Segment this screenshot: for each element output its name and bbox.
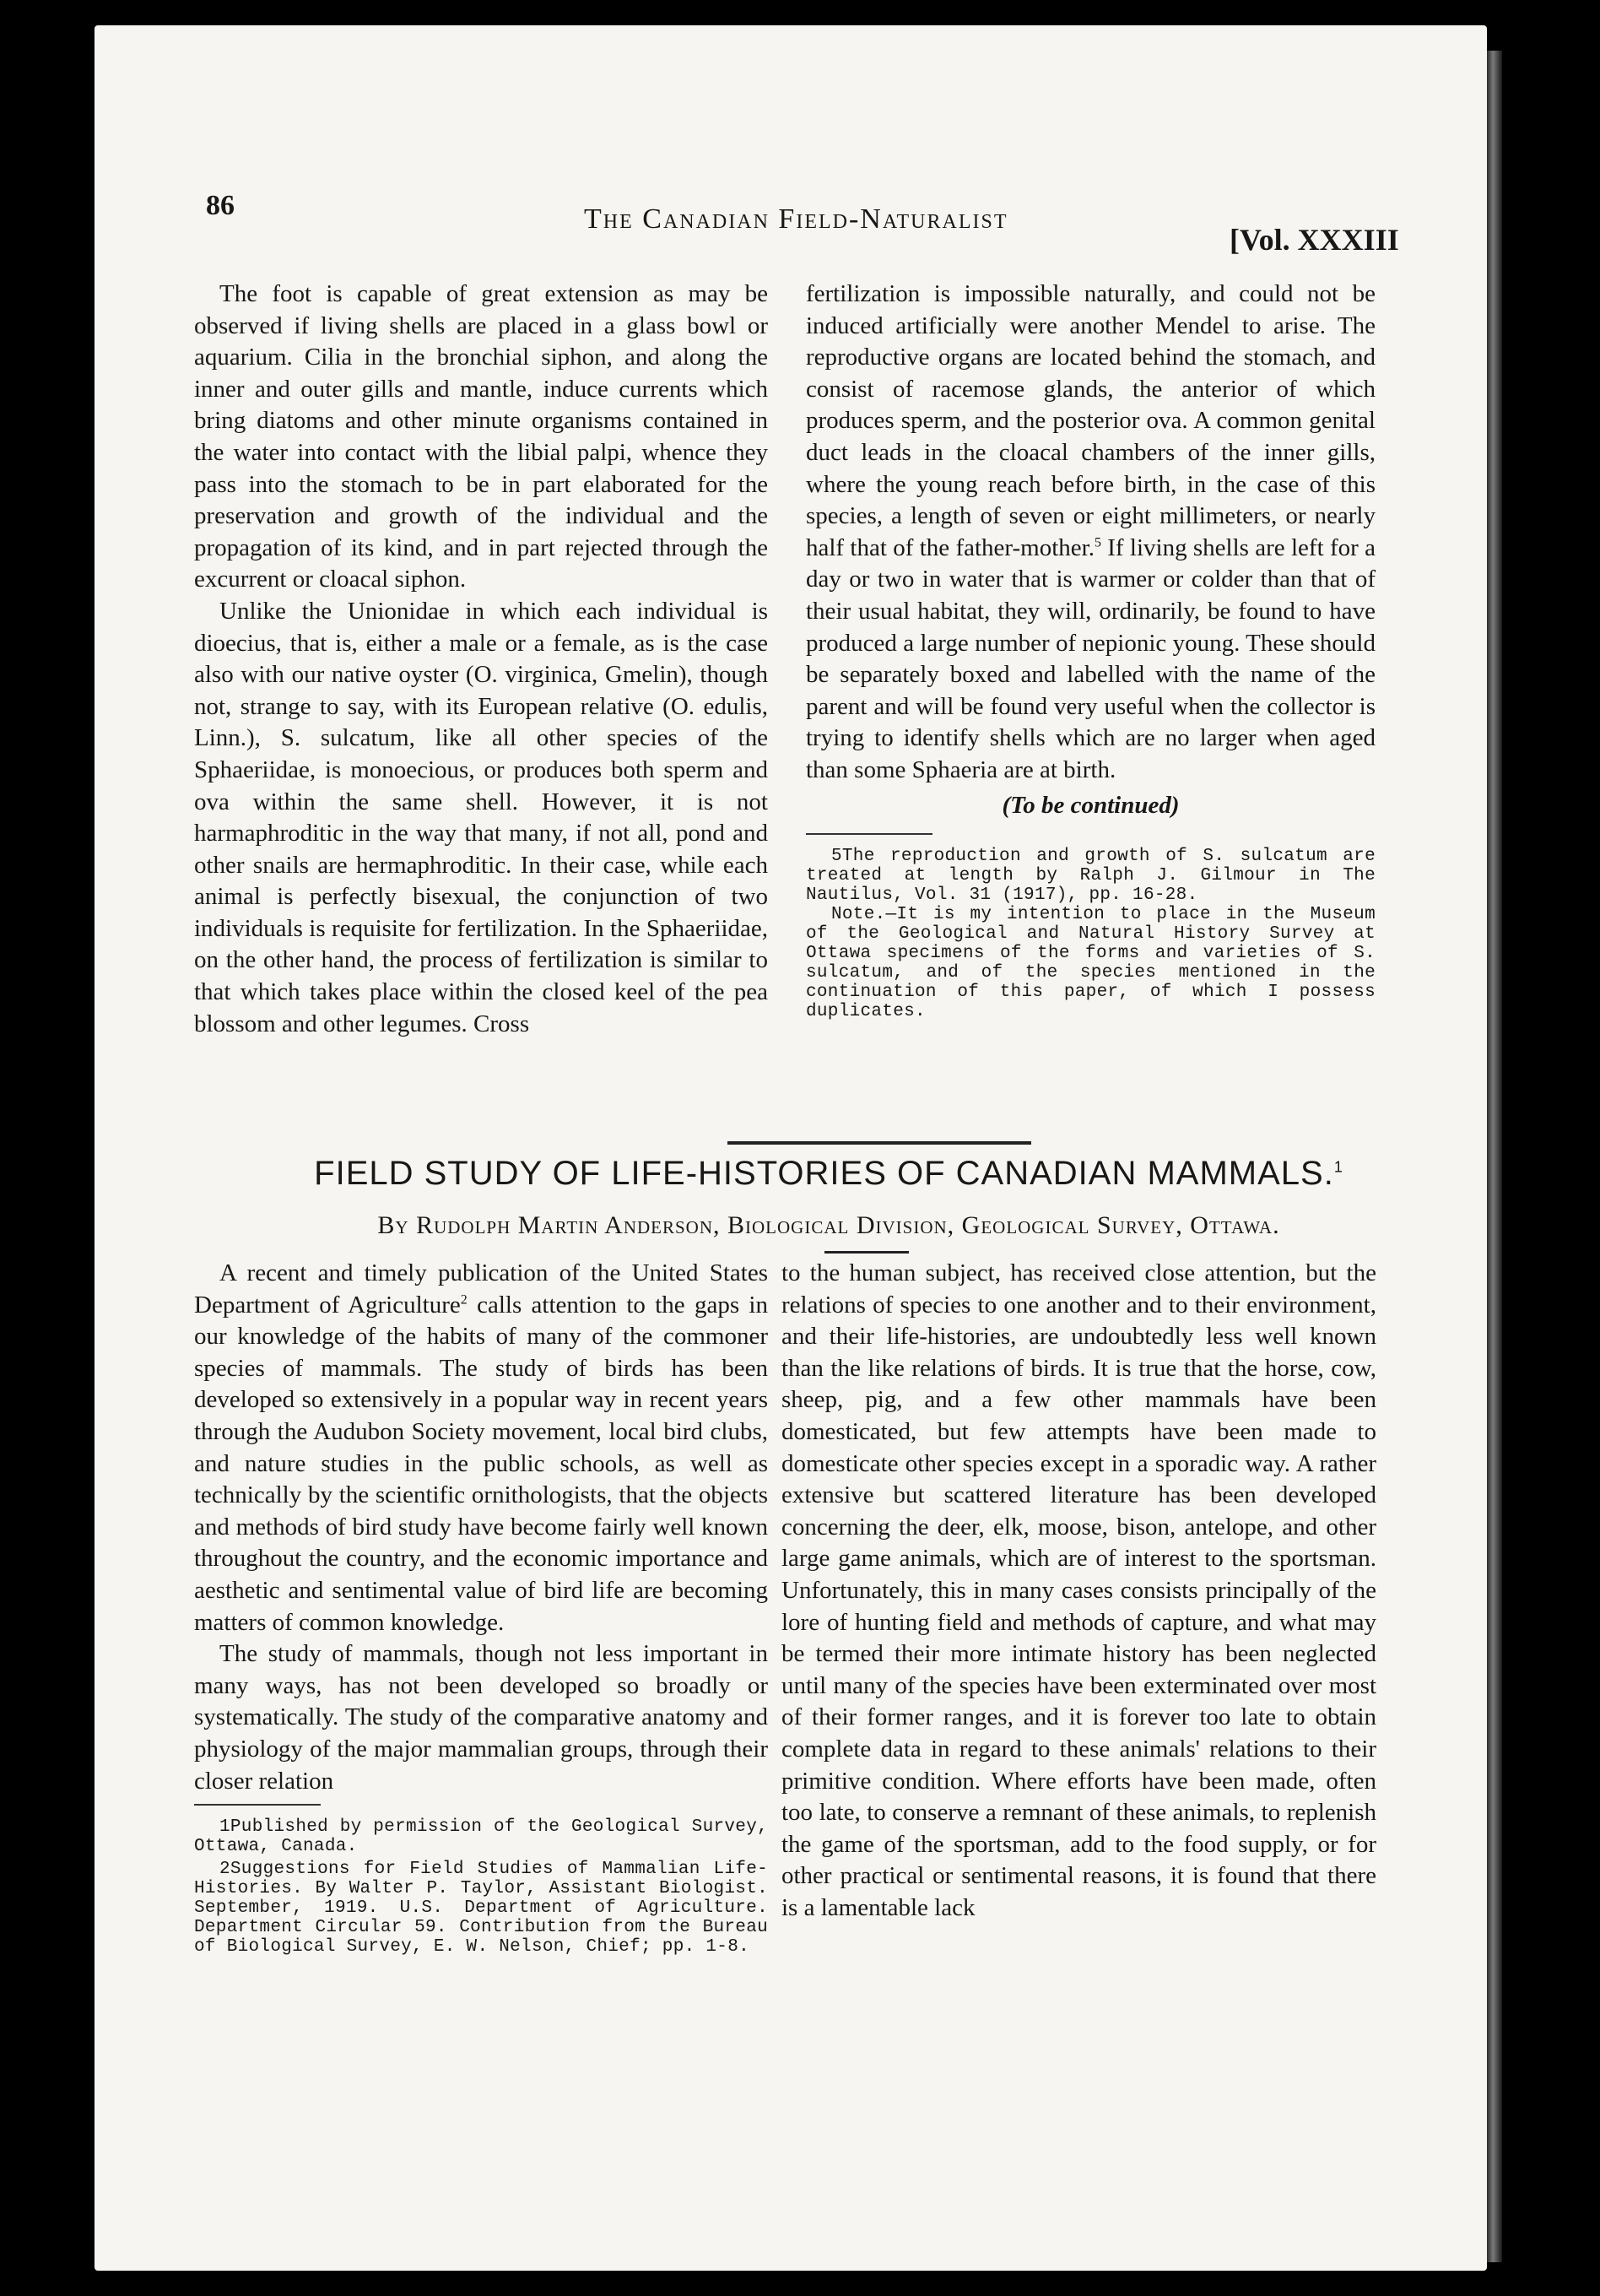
article-divider [727,1141,1031,1145]
column-right-bottom [781,1258,1376,1924]
column-right-top [806,279,1376,1021]
footnote-ref: 5 [1094,535,1101,550]
footnote-ref: 1 [1333,1158,1343,1176]
footnote-2: 2Suggestions for Field Studies of Mammalian Life-Histories. By Walter P. Taylor, Assistant Biologist. September, 1919. U.S. Department of Agriculture. Department Circular 59. Contribution from the Bureau of Biological Survey, E. W. Nelson, Chief; pp. 1-8. [194,1860,768,1958]
paragraph [806,279,1376,787]
paragraph-text: A recent and timely publication of the United States Department of Agriculture [194,1259,768,1319]
paragraph [194,1258,768,1638]
paragraph-text: fertilization is impossible naturally, and could not be induced artificially were another Mendel to arise. The reproductive organs are located behind the stomach, and consist of racemose glands, the anterior of which produces sperm, and the posterior ova. A common genital duct leads in the cloacal chambers of the inner gills, where the young reach before birth, in the case of this species, a length of seven or eight millimeters, or nearly half that of the father-mother. [806,280,1376,561]
footnote-divider [194,1804,321,1806]
volume-number: [Vol. XXXIII [1230,223,1399,257]
paragraph-text: calls attention to the gaps in our knowledge of the habits of many of the commoner species of mammals. The study of birds has been developed so extensively in a popular way in recent years through the Audubon Society movement, local bird clubs, and nature studies in the public schools, as well as technically by the scientific ornithologists, that the objects and methods of bird study have become fairly well known throughout the country, and the economic importance and aesthetic and sentimental value of bird life are becoming matters of common knowledge. [194,1291,768,1636]
paragraph-text: If living shells are left for a day or two in water that is warmer or colder than that of their usual habitat, they will, ordinarily, be found to have produced a large number of nepionic young. These should be separately boxed and labelled with the name of the parent and will be found very useful when the collector is trying to identify shells which are no larger when aged than some Sphaeria are at birth. [806,533,1376,783]
column-left-top [194,279,768,1040]
footnote-1: 1Published by permission of the Geological Survey, Ottawa, Canada. [194,1817,768,1857]
running-head [95,165,1487,257]
journal-page [95,25,1487,2271]
footnote-5: 5The reproduction and growth of S. sulcatum are treated at length by Ralph J. Gilmour in The Nautilus, Vol. 31 (1917), pp. 16-28. [806,847,1376,906]
author-note: Note.—It is my intention to place in the Museum of the Geological and Natural History Survey at Ottawa specimens of the forms and varieties of S. sulcatum, and of the species mentioned in the continuation of this paper, of which I possess duplicates. [806,905,1376,1022]
paragraph: to the human subject, has received close attention, but the relations of species to one another and to their environment, and their life-histories, are undoubtedly less well known than the like relations of birds. It is true that the horse, cow, sheep, pig, and a few other mammals have been domesticated, but few attempts have been made to domesticate other species except in a sporadic way. A rather extensive but scattered literature has been developed concerning the deer, elk, moose, bison, antelope, and other large game animals, which are of interest to the sportsman. Unfortunately, this in many cases consists principally of the lore of hunting field and methods of capture, and what may be termed their more intimate history has been neglected until many of the species have been exterminated over most of their former ranges, and it is forever too late to obtain complete data in regard to these animals' relations to their primitive condition. Where efforts have been made, often too late, to conserve a remnant of these animals, to replenish the game of the sportsman, add to the food supply, or for other practical or sentimental reasons, it is found that there is a lamentable lack [781,1259,1376,1921]
paragraph: Unlike the Unionidae in which each individual is dioecius, that is, either a male or a female, as is the case also with our native oyster (O. virginica, Gmelin), though not, strange to say, with its European relative (O. edulis, Linn.), S. sulcatum, like all other species of the Sphaeriidae, is monoecious, or produces both sperm and ova within the same shell. However, it is not harmaphroditic in the way that many, if not all, pond and other snails are hermaphroditic. In their case, while each animal is perfectly bisexual, the conjunction of two individuals is requisite for fertilization. In the Sphaeriidae, on the other hand, the process of fertilization is similar to that which takes place within the closed keel of the pea blossom and other legumes. Cross [194,597,768,1037]
paragraph: The foot is capable of great extension as may be observed if living shells are placed in a glass bowl or aquarium. Cilia in the bronchial siphon, and along the inner and outer gills and mantle, induce currents which bring diatoms and other minute organisms contained in the water into contact with the libial palpi, whence they pass into the stomach to be in part elaborated for the preservation and growth of the individual and the propagation of its kind, and in part rejected through the excurrent or cloacal siphon. [194,280,768,593]
column-left-bottom [194,1258,768,1957]
article-byline: By Rudolph Martin Anderson, Biological Division, Geological Survey, Ottawa. [377,1211,1280,1239]
footnote-divider [806,833,932,835]
byline-divider [824,1251,909,1254]
paragraph: The study of mammals, though not less important in many ways, has not been developed so broadly or systematically. The study of the comparative anatomy and physiology of the major mammalian groups, through their closer relation [194,1640,768,1795]
adjacent-page-edge [1487,51,1502,2262]
footnote-ref: 2 [460,1292,468,1307]
page-number: 86 [206,190,235,221]
journal-title: The Canadian Field-Naturalist [584,203,1008,235]
to-be-continued: (To be continued) [1002,791,1180,819]
article-title-text: FIELD STUDY OF LIFE-HISTORIES OF CANADIAN MAMMALS. [314,1155,1334,1192]
article-title [272,1155,1386,1193]
